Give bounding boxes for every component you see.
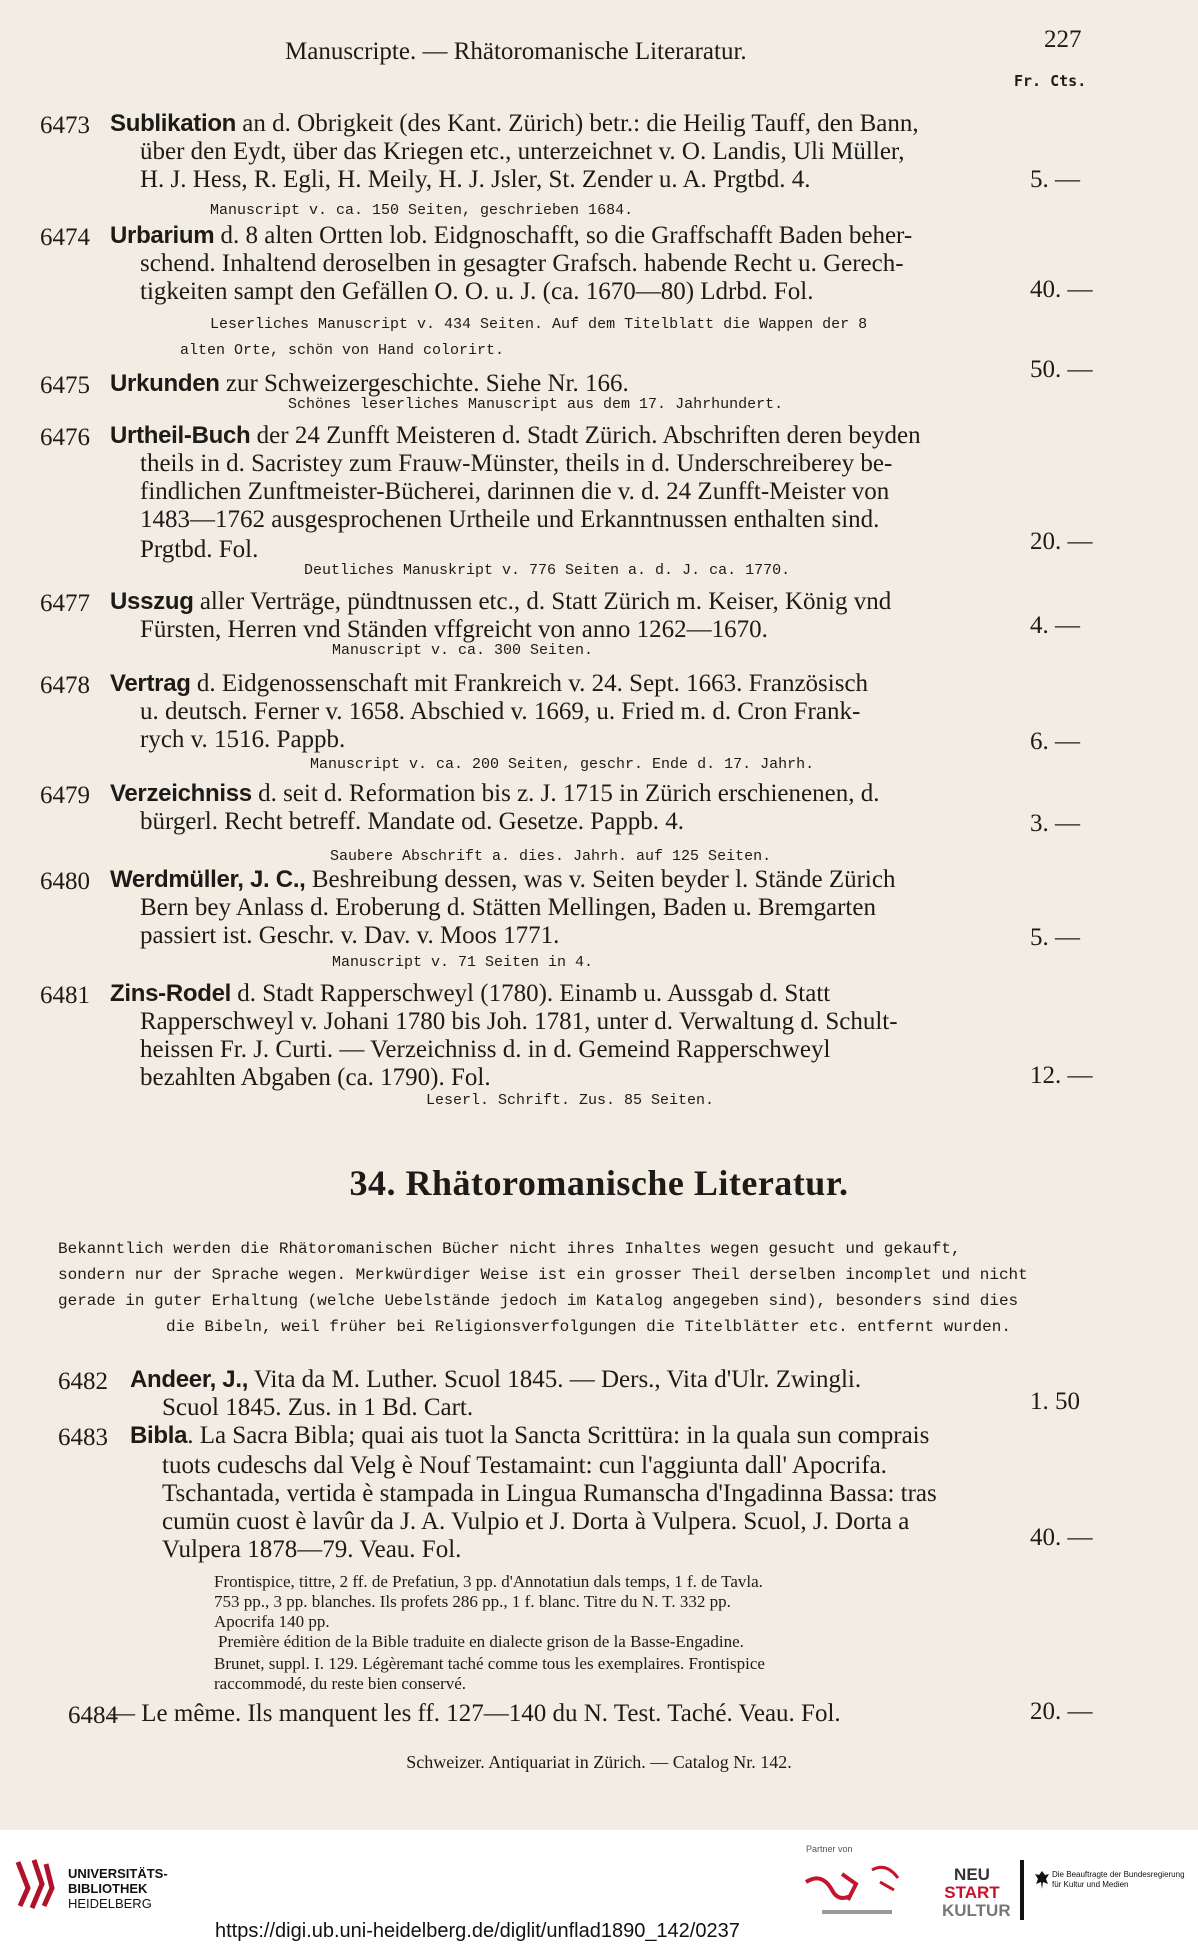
entry-line — [162, 1452, 887, 1480]
entry-price: 4. — — [1030, 612, 1080, 639]
entry-text: bürgerl. Recht betreff. Mandate od. Gesetze. Pappb. 4. — [140, 808, 685, 835]
entry-line — [140, 278, 813, 306]
entry-price: 3. — — [1030, 810, 1080, 837]
entry-line — [140, 478, 889, 506]
entry-text: H. J. Hess, R. Egli, H. Meily, H. J. Jsler, St. Zender u. A. Prgtbd. 4. — [140, 166, 811, 193]
neustart-line: START — [944, 1883, 1000, 1902]
entry-text: aller Verträge, pündtnussen etc., d. Statt Zürich m. Keiser, König vnd — [193, 588, 892, 615]
entry-keyword: Verzeichniss — [110, 780, 252, 807]
entry-note: Apocrifa 140 pp. — [214, 1612, 330, 1631]
entry-keyword: Bibla — [130, 1422, 188, 1449]
entry-line — [110, 422, 921, 450]
entry-line — [110, 670, 868, 698]
entry-keyword: Urbarium — [110, 222, 215, 249]
entry-line — [110, 780, 879, 808]
entry-text: Prgtbd. Fol. — [140, 536, 259, 563]
entry-note: alten Orte, schön von Hand colorirt. — [180, 342, 505, 359]
neustart-kultur-logo — [942, 1865, 1011, 1920]
entry-text: Vita da M. Luther. Scuol 1845. — Ders., Vita d'Ulr. Zwingli. — [248, 1366, 862, 1393]
entry-note: Leserliches Manuscript v. 434 Seiten. Auf dem Titelblatt die Wappen der 8 — [210, 316, 868, 333]
currency-label: Fr. Cts. — [1014, 72, 1087, 90]
divider — [1020, 1860, 1024, 1920]
entry-text: theils in d. Sacristey zum Frauw-Münster, theils in d. Underschreiberey be- — [140, 450, 893, 477]
entry-text: Beshreibung dessen, was v. Seiten beyder l. Stände Zürich — [305, 866, 896, 893]
entry-note: Première édition de la Bible traduite en dialecte grison de la Basse-Engadine. — [218, 1632, 744, 1651]
entry-text: d. 8 alten Ortten lob. Eidgnoschafft, so die Graffschafft Baden beher- — [214, 222, 913, 249]
entry-price: 20. — — [1030, 1698, 1093, 1725]
entry-number: 6473 — [40, 112, 90, 139]
entry-line — [140, 1008, 898, 1036]
entry-line — [140, 506, 879, 534]
catalog-footer: Schweizer. Antiquariat in Zürich. — Catalog Nr. 142. — [406, 1752, 792, 1772]
entry-note: Frontispice, tittre, 2 ff. de Prefatiun, 3 pp. d'Annotatiun dals temps, 1 f. de Tavla. — [214, 1572, 763, 1591]
ub-heidelberg-logo-icon — [12, 1858, 58, 1910]
entry-line — [110, 588, 891, 616]
entry-keyword: Urtheil-Buch — [110, 422, 251, 449]
neustart-line: NEU — [954, 1865, 990, 1884]
entry-note: Manuscript v. ca. 300 Seiten. — [332, 642, 594, 659]
entry-number: 6480 — [40, 868, 90, 895]
entry-text: . La Sacra Bibla; quai ais tuot la Sancta Scrittüra: in la quala sun comprais — [187, 1422, 930, 1449]
entry-price: 1. 50 — [1030, 1388, 1080, 1415]
entry-line — [140, 894, 876, 922]
entry-text: rych v. 1516. Pappb. — [140, 726, 346, 753]
entry-text: Vulpera 1878—79. Veau. Fol. — [162, 1536, 462, 1563]
entry-text: u. deutsch. Ferner v. 1658. Abschied v. 1669, u. Fried m. d. Cron Frank- — [140, 698, 861, 725]
entry-keyword: Andeer, J., — [130, 1366, 249, 1393]
entry-price: 6. — — [1030, 728, 1080, 755]
entry-line — [140, 698, 860, 726]
entry-price: 40. — — [1030, 276, 1093, 303]
entry-text: tuots cudeschs dal Velg è Nouf Testamaint: cun l'aggiunta dall' Apocrifa. — [162, 1452, 887, 1479]
entry-price: 40. — — [1030, 1524, 1093, 1551]
entry-number: 6475 — [40, 372, 90, 399]
entry-number: 6478 — [40, 672, 90, 699]
entry-text: Bern bey Anlass d. Eroberung d. Stätten Mellingen, Baden u. Bremgarten — [140, 894, 876, 921]
entry-note: Manuscript v. ca. 200 Seiten, geschr. Ende d. 17. Jahrh. — [310, 756, 815, 773]
entry-text: tigkeiten sampt den Gefällen O. O. u. J. (ca. 1670—80) Ldrbd. Fol. — [140, 278, 814, 305]
entry-note: Brunet, suppl. I. 129. Légèremant taché comme tous les exemplaires. Frontispice — [214, 1654, 765, 1673]
entry-note: Deutliches Manuskript v. 776 Seiten a. d. J. ca. 1770. — [304, 562, 791, 579]
entry-text: heissen Fr. J. Curti. — Verzeichniss d. in d. Gemeind Rapperschweyl — [140, 1036, 831, 1063]
entry-text: cumün cuost è lavûr da J. A. Vulpio et J. Dorta à Vulpera. Scuol, J. Dorta a — [162, 1508, 910, 1535]
entry-line — [140, 1036, 830, 1064]
library-name-line: HEIDELBERG — [68, 1896, 152, 1911]
entry-text: über den Eydt, über das Kriegen etc., unterzeichnet v. O. Landis, Uli Müller, — [140, 138, 905, 165]
federal-eagle-icon — [1034, 1870, 1050, 1890]
entry-keyword: Vertrag — [110, 670, 191, 697]
entry-line — [140, 616, 768, 644]
entry-text: der 24 Zunfft Meisteren d. Stadt Zürich. Abschriften deren beyden — [250, 422, 921, 449]
entry-line — [140, 726, 345, 754]
entry-number: 6483 — [58, 1424, 108, 1451]
entry-text: Scuol 1845. Zus. in 1 Bd. Cart. — [162, 1394, 474, 1421]
entry-line — [140, 138, 905, 166]
entry-line — [110, 110, 919, 138]
bkm-logo-text — [1052, 1870, 1185, 1890]
entry-keyword: Urkunden — [110, 370, 220, 397]
library-name — [68, 1866, 168, 1911]
entry-line — [162, 1394, 473, 1422]
bkm-line: Die Beauftragte der Bundesregierung — [1052, 1870, 1185, 1879]
entry-text: passiert ist. Geschr. v. Dav. v. Moos 1771. — [140, 922, 560, 949]
entry-note: Manuscript v. 71 Seiten in 4. — [332, 954, 594, 971]
entry-line — [140, 450, 892, 478]
entry-keyword: Sublikation — [110, 110, 237, 137]
entry-number: 6481 — [40, 982, 90, 1009]
entry-text: findlichen Zunftmeister-Bücherei, darinnen die v. d. 24 Zunfft-Meister von — [140, 478, 890, 505]
library-name-line: BIBLIOTHEK — [68, 1881, 148, 1896]
entry-text: d. Eidgenossenschaft mit Frankreich v. 24. Sept. 1663. Französisch — [190, 670, 869, 697]
library-name-line: UNIVERSITÄTS- — [68, 1866, 168, 1881]
entry-line — [162, 1508, 909, 1536]
partner-label: Partner von — [806, 1844, 853, 1854]
entry-note: 753 pp., 3 pp. blanches. Ils profets 286 pp., 1 f. blanc. Titre du N. T. 332 pp. — [214, 1592, 731, 1611]
entry-keyword: Usszug — [110, 588, 194, 615]
entry-note: Schönes leserliches Manuscript aus dem 17. Jahrhundert. — [288, 396, 784, 413]
entry-text: schend. Inhaltend deroselben in gesagter Grafsch. habende Recht u. Gerech- — [140, 250, 904, 277]
entry-number: 6484 — [68, 1702, 118, 1729]
entry-text: zur Schweizergeschichte. Siehe Nr. 166. — [219, 370, 629, 397]
page-number: 227 — [1044, 26, 1082, 53]
page-url[interactable]: https://digi.ub.uni-heidelberg.de/diglit/unflad1890_142/0237 — [215, 1920, 740, 1942]
entry-line — [140, 166, 811, 194]
entry-text: bezahlten Abgaben (ca. 1790). Fol. — [140, 1064, 491, 1091]
entry-number: 6474 — [40, 224, 90, 251]
entry-price: 12. — — [1030, 1062, 1093, 1089]
entry-keyword: Werdmüller, J. C., — [110, 866, 306, 893]
entry-number: 6479 — [40, 782, 90, 809]
entry-line — [140, 250, 904, 278]
entry-line — [140, 536, 258, 564]
intro-line: Bekanntlich werden die Rhätoromanischen Bücher nicht ihres Inhaltes wegen gesucht und gekauft, — [58, 1240, 961, 1258]
entry-line — [140, 1064, 491, 1092]
entry-line — [140, 808, 684, 836]
entry-line — [130, 1366, 861, 1394]
entry-line — [110, 866, 895, 894]
partner-logo-icon — [802, 1860, 912, 1920]
entry-line — [110, 1700, 841, 1728]
neustart-line: KULTUR — [942, 1901, 1011, 1920]
intro-line: gerade in guter Erhaltung (welche Uebelstände jedoch im Katalog angegeben sind), besonders sind dies — [58, 1292, 1019, 1310]
entry-text: d. seit d. Reformation bis z. J. 1715 in Zürich erschienenen, d. — [251, 780, 880, 807]
bkm-line: für Kultur und Medien — [1052, 1880, 1129, 1889]
entry-text: 1483—1762 ausgesprochenen Urtheile und Erkanntnussen enthalten sind. — [140, 506, 880, 533]
entry-price: 20. — — [1030, 528, 1093, 555]
entry-number: 6482 — [58, 1368, 108, 1395]
entry-number: 6476 — [40, 424, 90, 451]
entry-line — [140, 922, 559, 950]
entry-text: Fürsten, Herren vnd Ständen vffgreicht von anno 1262—1670. — [140, 616, 768, 643]
entry-text: — Le même. Ils manquent les ff. 127—140 du N. Test. Taché. Veau. Fol. — [110, 1700, 841, 1727]
entry-price: 50. — — [1030, 356, 1093, 383]
intro-line: die Bibeln, weil früher bei Religionsverfolgungen die Titelblätter etc. entfernt wurden. — [166, 1318, 1011, 1336]
entry-line — [110, 980, 830, 1008]
entry-note: Saubere Abschrift a. dies. Jahrh. auf 125 Seiten. — [330, 848, 772, 865]
entry-text: Rapperschweyl v. Johani 1780 bis Joh. 1781, unter d. Verwaltung d. Schult- — [140, 1008, 898, 1035]
entry-line — [110, 222, 912, 250]
entry-line — [130, 1422, 929, 1450]
entry-note: raccommodé, du reste bien conservé. — [214, 1674, 467, 1693]
entry-text: an d. Obrigkeit (des Kant. Zürich) betr.: die Heilig Tauff, den Bann, — [236, 110, 919, 137]
running-title: Manuscripte. — Rhätoromanische Literaratur. — [285, 38, 747, 65]
entry-number: 6477 — [40, 590, 90, 617]
entry-note: Leserl. Schrift. Zus. 85 Seiten. — [426, 1092, 715, 1109]
entry-line — [162, 1480, 937, 1508]
entry-price: 5. — — [1030, 166, 1080, 193]
intro-line: sondern nur der Sprache wegen. Merkwürdiger Weise ist ein grosser Theil derselben incomplet und nicht — [58, 1266, 1028, 1284]
entry-note: Manuscript v. ca. 150 Seiten, geschrieben 1684. — [210, 202, 634, 219]
section-title: 34. Rhätoromanische Literatur. — [349, 1163, 849, 1203]
entry-line — [162, 1536, 461, 1564]
entry-line — [110, 370, 629, 398]
entry-price: 5. — — [1030, 924, 1080, 951]
entry-text: Tschantada, vertida è stampada in Lingua Rumanscha d'Ingadinna Bassa: tras — [162, 1480, 937, 1507]
entry-keyword: Zins-Rodel — [110, 980, 231, 1007]
entry-text: d. Stadt Rapperschweyl (1780). Einamb u. Aussgab d. Statt — [231, 980, 831, 1007]
